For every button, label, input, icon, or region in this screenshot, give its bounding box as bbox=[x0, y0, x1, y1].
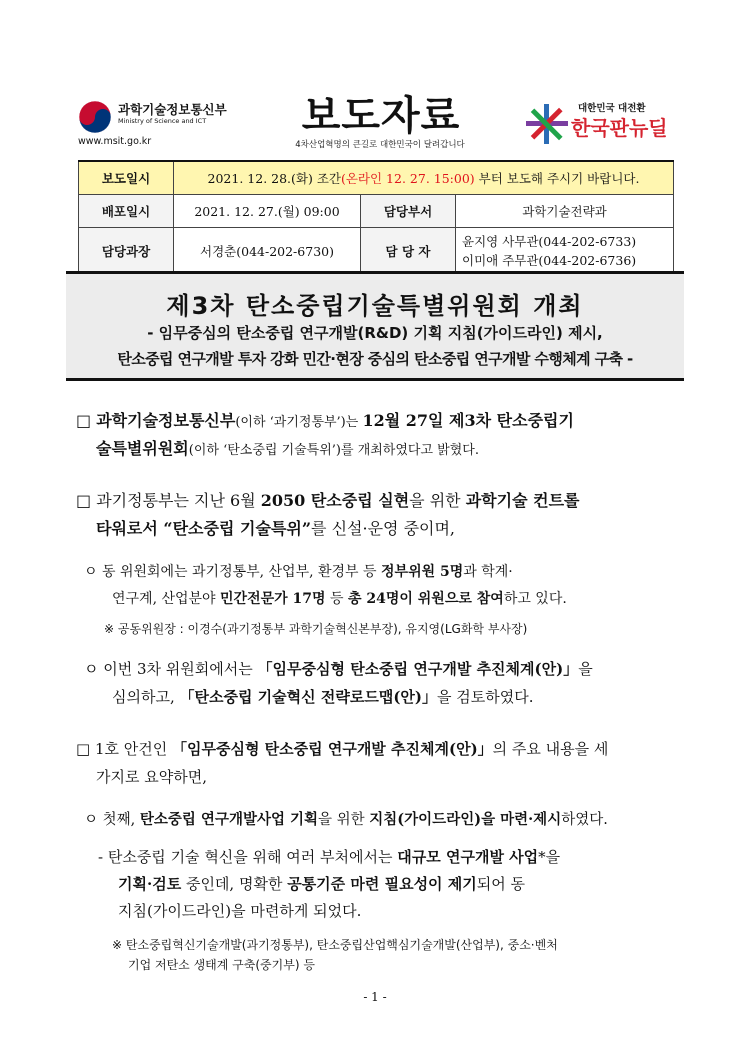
distribution-date-label: 배포일시 bbox=[79, 195, 174, 228]
staff-contact-2: 이미애 주무관(044-202-6736) bbox=[462, 253, 637, 268]
manager-value: 서경춘(044-202-6730) bbox=[174, 228, 361, 275]
note-projects-line-2: 기업 저탄소 생태계 구축(중기부) 등 bbox=[128, 958, 315, 972]
ministry-name: 과학기술정보통신부 bbox=[118, 102, 227, 117]
paragraph-2-line-2 bbox=[96, 516, 455, 539]
staff-cell bbox=[456, 228, 674, 275]
text-bold: 기획·검토 bbox=[118, 875, 182, 893]
headline-title: 제3차 탄소중립기술특별위원회 개최 bbox=[166, 292, 584, 320]
paragraph-1-line-2 bbox=[96, 436, 479, 459]
paragraph-3-line-1 bbox=[84, 561, 513, 581]
text: 의 주요 내용을 세 bbox=[492, 740, 609, 758]
new-deal-subtitle: 대한민국 대전환 bbox=[578, 103, 646, 114]
paragraph-3-line-2 bbox=[112, 588, 567, 608]
headline-subtitle-1: - 임무중심의 탄소중립 연구개발(R&D) 기획 지침(가이드라인) 제시, bbox=[147, 324, 603, 342]
paragraph-2-line-1 bbox=[76, 488, 579, 511]
paragraph-7-line-3: 지침(가이드라인)을 마련하게 되었다. bbox=[118, 902, 362, 920]
text-bold: 술특별위원회 bbox=[96, 439, 189, 458]
paragraph-4-line-1 bbox=[84, 658, 593, 679]
report-date-label: 보도일시 bbox=[79, 161, 174, 195]
taeguk-emblem-icon bbox=[78, 100, 112, 134]
note-projects-line-1: ※ 탄소중립혁신기술개발(과기정통부), 탄소중립산업핵심기술개발(산업부), 중소·벤처 bbox=[112, 938, 558, 952]
text-bold: 민간전문가 17명 bbox=[220, 591, 326, 607]
paragraph-1-line-1 bbox=[76, 408, 574, 431]
text: (이하 ‘탄소중립 기술특위’)를 개최하였다고 밝혔다. bbox=[188, 443, 479, 458]
ministry-english-name: Ministry of Science and ICT bbox=[118, 117, 207, 125]
text-bold: 정부위원 5명 bbox=[381, 564, 464, 580]
report-online-time: (온라인 12. 27. 15:00) bbox=[340, 171, 475, 186]
text-bold: 「임무중심형 탄소중립 연구개발 추진체계(안)」 bbox=[171, 740, 493, 758]
text: - 탄소중립 기술 혁신을 위해 여러 부처에서는 bbox=[98, 848, 398, 866]
text: 심의하고, bbox=[112, 688, 180, 706]
text-bold: 대규모 연구개발 사업 bbox=[397, 848, 539, 866]
new-deal-title: 한국판뉴딜 bbox=[571, 116, 668, 140]
report-date-cell bbox=[174, 161, 674, 195]
text: 를 신설·운영 중이며, bbox=[311, 519, 456, 538]
ministry-logo bbox=[78, 96, 268, 136]
ministry-url: www.msit.go.kr bbox=[78, 136, 152, 147]
page-number: - 1 - bbox=[363, 990, 387, 1004]
staff-label: 담 당 자 bbox=[361, 228, 456, 275]
staff-contact-1: 윤지영 사무관(044-202-6733) bbox=[462, 234, 637, 249]
report-date: 2021. 12. 28.(화) 조간 bbox=[207, 171, 341, 186]
headline-box bbox=[66, 271, 684, 381]
paragraph-6 bbox=[84, 808, 608, 829]
text: 연구계, 산업분야 bbox=[112, 591, 221, 607]
paragraph-4-line-2 bbox=[112, 686, 534, 707]
korean-new-deal-logo bbox=[526, 100, 676, 144]
text: (이하 ‘과기정통부’)는 bbox=[235, 415, 363, 430]
text: 을 검토하였다. bbox=[437, 688, 534, 706]
paragraph-5-line-2: 가지로 요약하면, bbox=[96, 768, 207, 786]
report-date-suffix: 부터 보도해 주시기 바랍니다. bbox=[474, 171, 640, 186]
text: 과 학계· bbox=[463, 564, 513, 580]
text: 을 위한 bbox=[409, 491, 466, 510]
text: 하였다. bbox=[561, 812, 608, 828]
text: 중인데, 명확한 bbox=[181, 875, 288, 893]
text: *을 bbox=[538, 848, 561, 866]
table-row bbox=[79, 228, 674, 275]
paragraph-7-line-1 bbox=[98, 846, 560, 867]
text: 을 bbox=[578, 660, 593, 678]
text: 을 위한 bbox=[318, 812, 370, 828]
text-bold: 탄소중립 연구개발사업 기획 bbox=[139, 811, 319, 828]
distribution-date-value: 2021. 12. 27.(월) 09:00 bbox=[174, 195, 361, 228]
press-info-table bbox=[78, 160, 674, 275]
text-bold: 12월 27일 제3차 탄소중립기 bbox=[362, 411, 574, 430]
text: □ 1호 안건인 bbox=[76, 740, 172, 758]
text-bold: 지침(가이드라인)을 마련·제시 bbox=[369, 811, 562, 828]
text-bold: 「탄소중립 기술혁신 전략로드맵(안)」 bbox=[179, 688, 438, 706]
text: □ 과기정통부는 지난 6월 bbox=[76, 491, 261, 510]
text-bold: 공통기준 마련 필요성이 제기 bbox=[287, 875, 477, 893]
document-type-title: 보도자료 bbox=[301, 93, 461, 139]
slogan: 4차산업혁명의 큰길로 대한민국이 달려갑니다 bbox=[295, 140, 465, 150]
text-bold: 총 24명이 위원으로 참여 bbox=[347, 591, 504, 607]
table-row bbox=[79, 195, 674, 228]
department-value: 과학기술전략과 bbox=[456, 195, 674, 228]
manager-label: 담당과장 bbox=[79, 228, 174, 275]
text-bold: 과학기술정보통신부 bbox=[96, 411, 236, 430]
text-bold: 「임무중심형 탄소중립 연구개발 추진체계(안)」 bbox=[257, 660, 579, 678]
text: 등 bbox=[325, 591, 348, 607]
bullet-square: □ bbox=[76, 411, 97, 430]
department-label: 담당부서 bbox=[361, 195, 456, 228]
text: ㅇ 동 위원회에는 과기정통부, 산업부, 환경부 등 bbox=[84, 564, 382, 580]
text-bold: 과학기술 컨트롤 bbox=[465, 491, 580, 510]
text-bold: 타워로서 “탄소중립 기술특위” bbox=[96, 519, 312, 538]
text: ㅇ 이번 3차 위원회에서는 bbox=[84, 660, 258, 678]
text: 하고 있다. bbox=[503, 591, 567, 607]
note-co-chairs: ※ 공동위원장 : 이경수(과기정통부 과학기술혁신본부장), 유지영(LG화학 부사장) bbox=[104, 622, 528, 636]
new-deal-star-icon bbox=[526, 104, 568, 144]
table-row bbox=[79, 161, 674, 195]
headline-subtitle-2: 탄소중립 연구개발 투자 강화 민간·현장 중심의 탄소중립 연구개발 수행체계 구축 - bbox=[117, 350, 633, 368]
text: ㅇ 첫째, bbox=[84, 812, 140, 828]
paragraph-5-line-1 bbox=[76, 738, 608, 759]
text: 되어 동 bbox=[476, 875, 526, 893]
paragraph-7-line-2 bbox=[118, 873, 525, 894]
text-bold: 2050 탄소중립 실현 bbox=[260, 491, 410, 510]
